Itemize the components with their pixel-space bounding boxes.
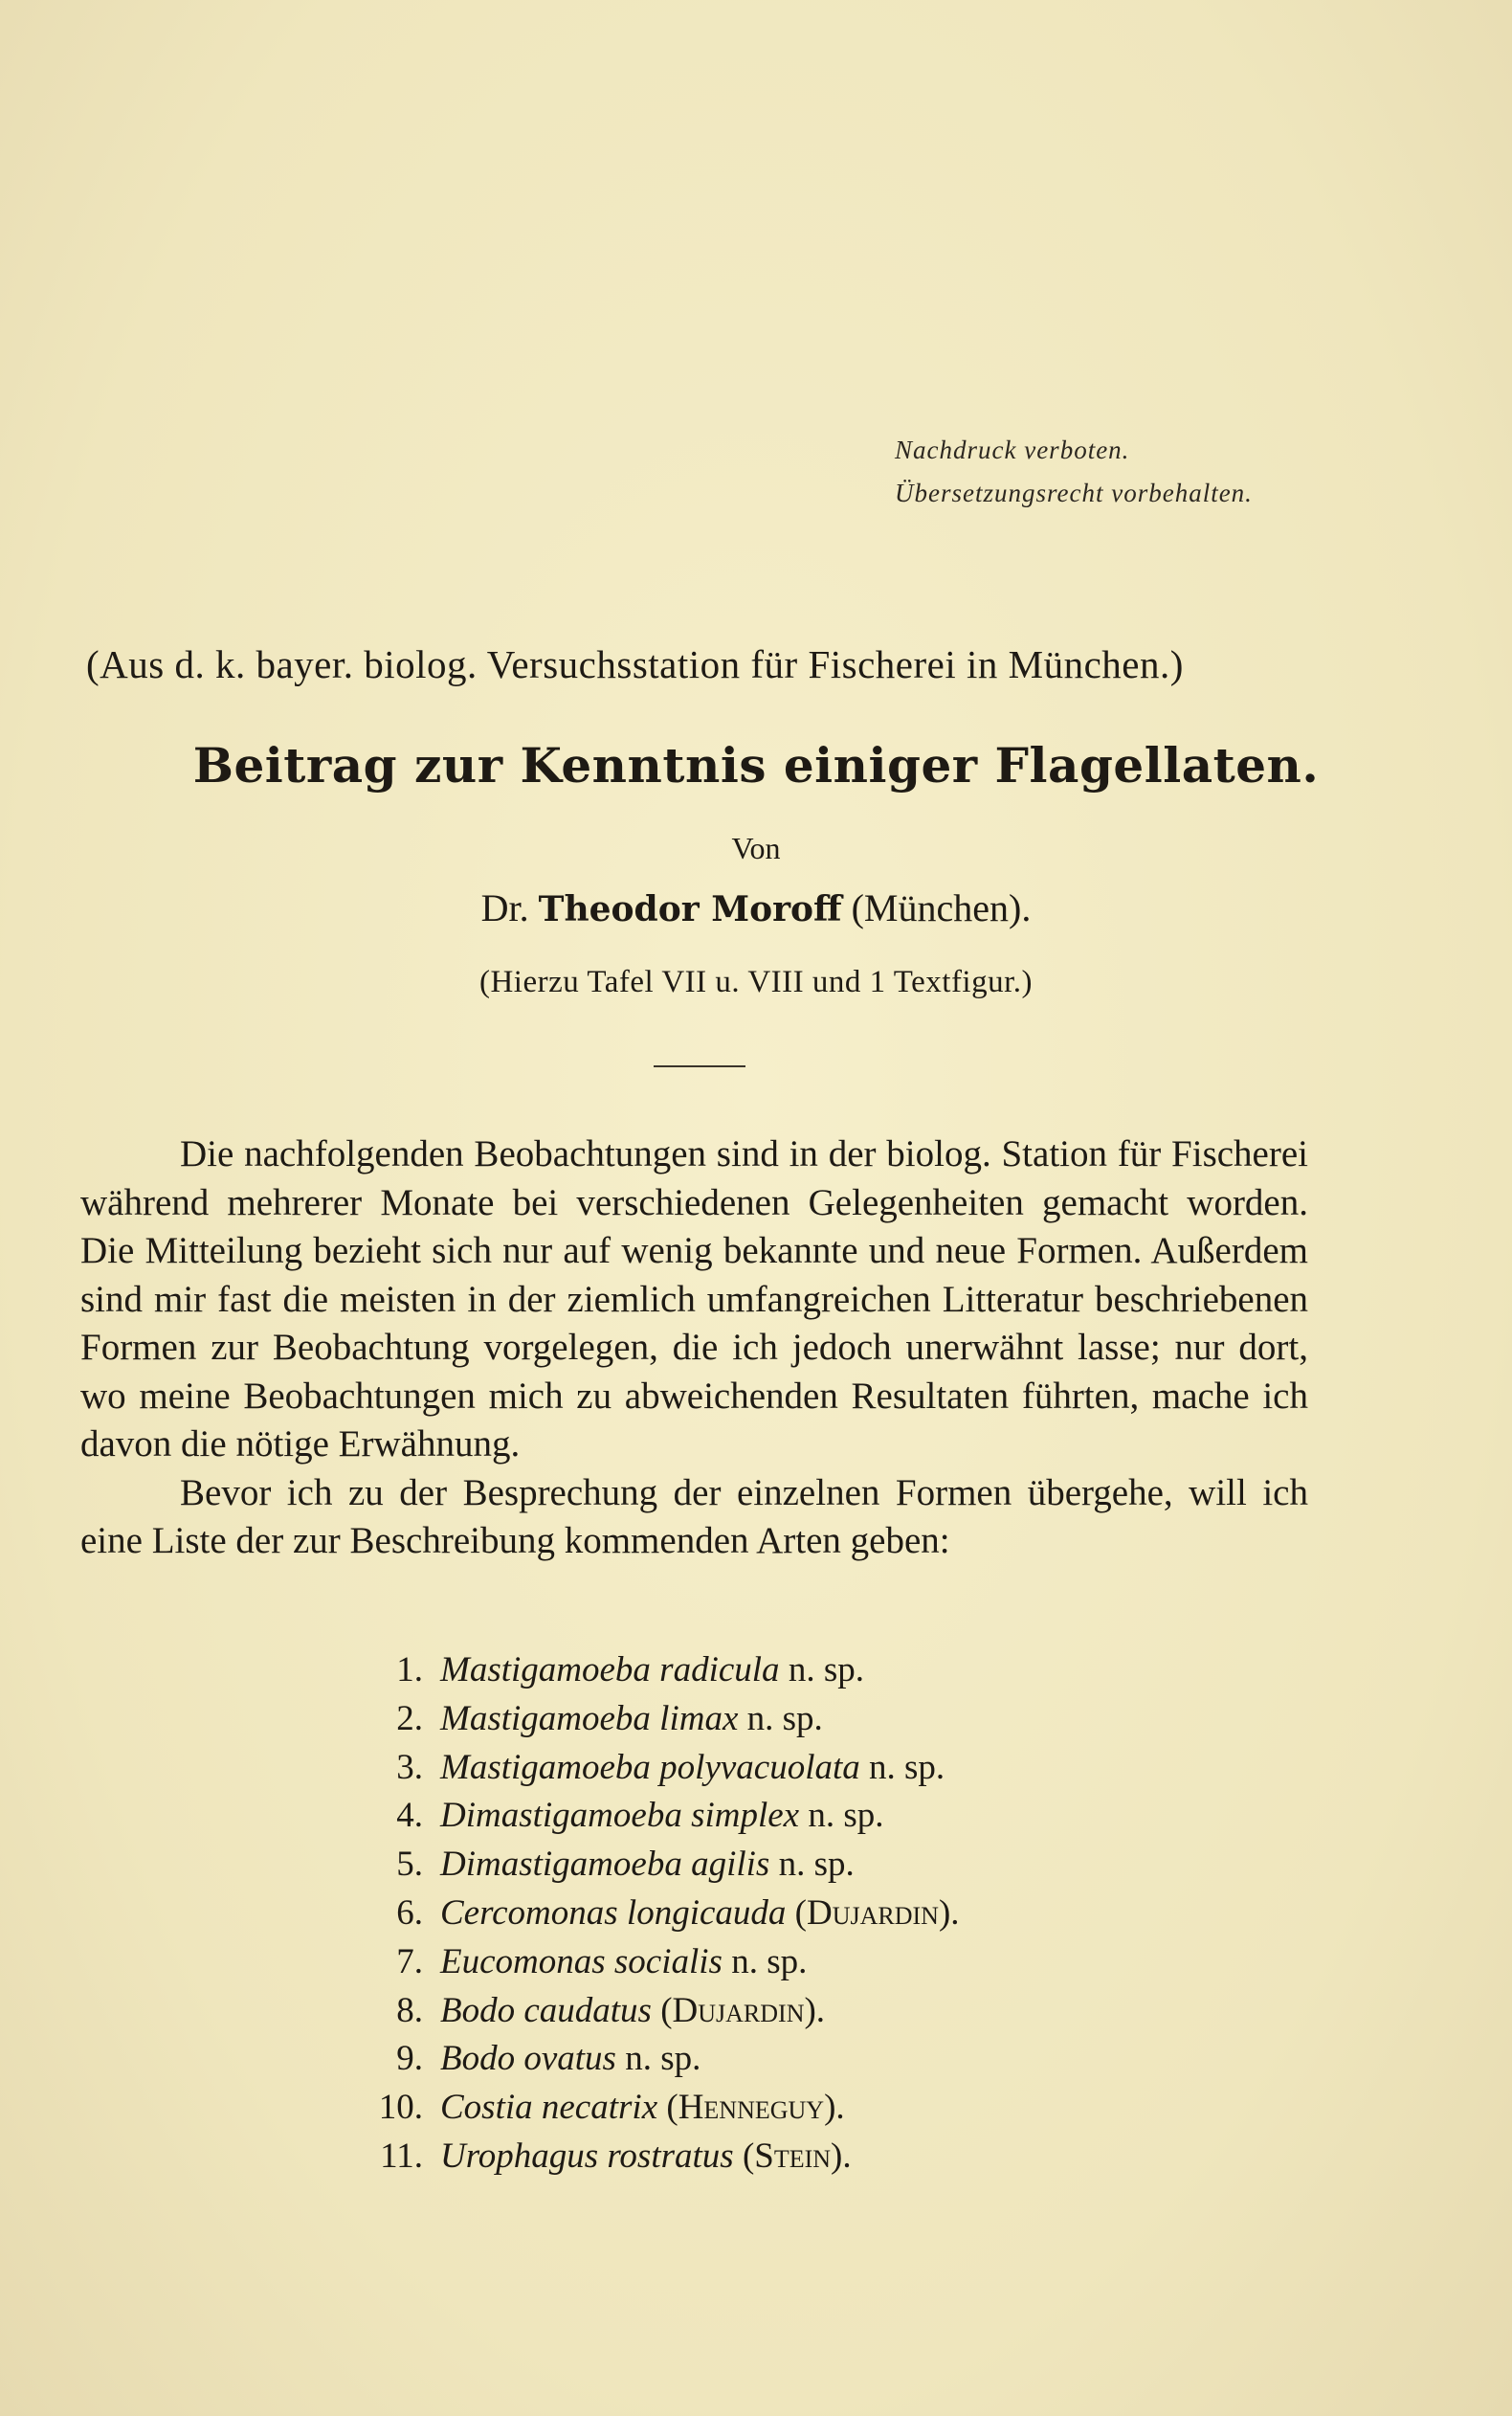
species-name: Eucomonas socialis (440, 1941, 723, 1981)
species-note-end: ). (938, 1892, 960, 1933)
species-note: n. sp. (738, 1698, 823, 1738)
species-name: Mastigamoeba limax (440, 1698, 739, 1738)
species-note-end: ). (824, 2088, 845, 2128)
translation-rights-note: Übersetzungsrecht vorbehalten. (895, 479, 1253, 507)
species-item (354, 1744, 960, 1793)
species-name: Costia necatrix (440, 2088, 658, 2128)
species-note: ( (657, 2088, 678, 2128)
species-name: Urophagus rostratus (440, 2136, 734, 2176)
species-number: 11. (380, 2136, 423, 2176)
plates-note: (Hierzu Tafel VII u. VIII und 1 Textfigur.) (478, 965, 1034, 999)
species-author: Henneguy (678, 2088, 825, 2128)
paragraph-2: Bevor ich zu der Besprechung der einzelnen Formen übergehe, will ich eine Liste der zur Beschreibung kommenden Arten geben: (80, 1471, 1308, 1561)
institution-source-line: (Aus d. k. bayer. biolog. Versuchsstation für Fischerei in München.) (86, 642, 1184, 686)
species-list (354, 1646, 960, 2181)
species-note: ( (733, 2136, 755, 2176)
species-number: 10. (378, 2088, 423, 2128)
author-location: (München). (841, 886, 1032, 929)
species-item (354, 2133, 960, 2181)
species-name: Mastigamoeba polyvacuolata (440, 1747, 860, 1787)
species-name: Bodo caudatus (440, 1990, 652, 2030)
section-divider (654, 1065, 745, 1067)
species-name: Dimastigamoeba agilis (440, 1845, 770, 1885)
species-note: ( (651, 1990, 673, 2030)
author-line (0, 885, 1512, 930)
species-note: ( (786, 1892, 807, 1933)
species-note: n. sp. (799, 1796, 884, 1836)
species-item (354, 1792, 960, 1841)
species-name: Dimastigamoeba simplex (440, 1796, 800, 1836)
reprint-prohibited-note: Nachdruck verboten. (895, 436, 1130, 464)
author-prefix: Dr. (480, 886, 539, 929)
byline-von: Von (731, 831, 781, 865)
species-item (354, 1695, 960, 1744)
species-item (354, 2035, 960, 2084)
species-number: 6. (396, 1892, 423, 1933)
paragraph-1: Die nachfolgenden Beobachtungen sind in der biolog. Station für Fischerei während mehrerer Monate bei verschiedenen Gelegenheiten gemacht worden. Die Mitteilung bezieht sich nur auf wenig bekannte und neue Formen. Außerdem sind mir fast die meisten in der ziemlich umfangreichen Litteratur beschriebenen Formen zur Beobachtung vorgelegen, die ich jedoch unerwähnt lasse; nur dort, wo meine Beobachtungen mich zu abweichenden Resultaten führten, mache ich davon die nötige Erwähnung. (80, 1133, 1308, 1465)
species-author: Dujardin (806, 1892, 939, 1933)
species-item (354, 2084, 960, 2133)
species-note-end: ). (804, 1990, 826, 2030)
species-name: Cercomonas longicauda (440, 1892, 787, 1933)
species-number: 3. (396, 1747, 423, 1787)
species-number: 5. (396, 1845, 423, 1885)
species-author: Dujardin (672, 1990, 805, 2030)
article-body (80, 1130, 1308, 1566)
species-number: 4. (396, 1796, 423, 1836)
species-number: 9. (396, 2039, 423, 2079)
species-number: 2. (396, 1698, 423, 1738)
species-item (354, 1841, 960, 1890)
species-author: Stein (754, 2136, 832, 2176)
species-note: n. sp. (779, 1650, 864, 1689)
article-title: Beitrag zur Kenntnis einiger Flagellaten. (192, 737, 1320, 794)
species-number: 7. (396, 1941, 423, 1981)
species-item (354, 1890, 960, 1938)
species-item (354, 1987, 960, 2036)
species-note: n. sp. (769, 1845, 855, 1885)
species-note: n. sp. (615, 2039, 701, 2079)
species-name: Bodo ovatus (440, 2039, 616, 2079)
species-number: 1. (396, 1650, 423, 1689)
species-item (354, 1646, 960, 1695)
copyright-notice (895, 429, 1253, 515)
author-name: Theodor Moroff (538, 889, 842, 929)
species-note: n. sp. (859, 1747, 945, 1787)
species-number: 8. (396, 1990, 423, 2030)
species-name: Mastigamoeba radicula (440, 1650, 780, 1689)
species-note-end: ). (831, 2136, 852, 2176)
species-note: n. sp. (722, 1941, 808, 1981)
species-item (354, 1938, 960, 1987)
